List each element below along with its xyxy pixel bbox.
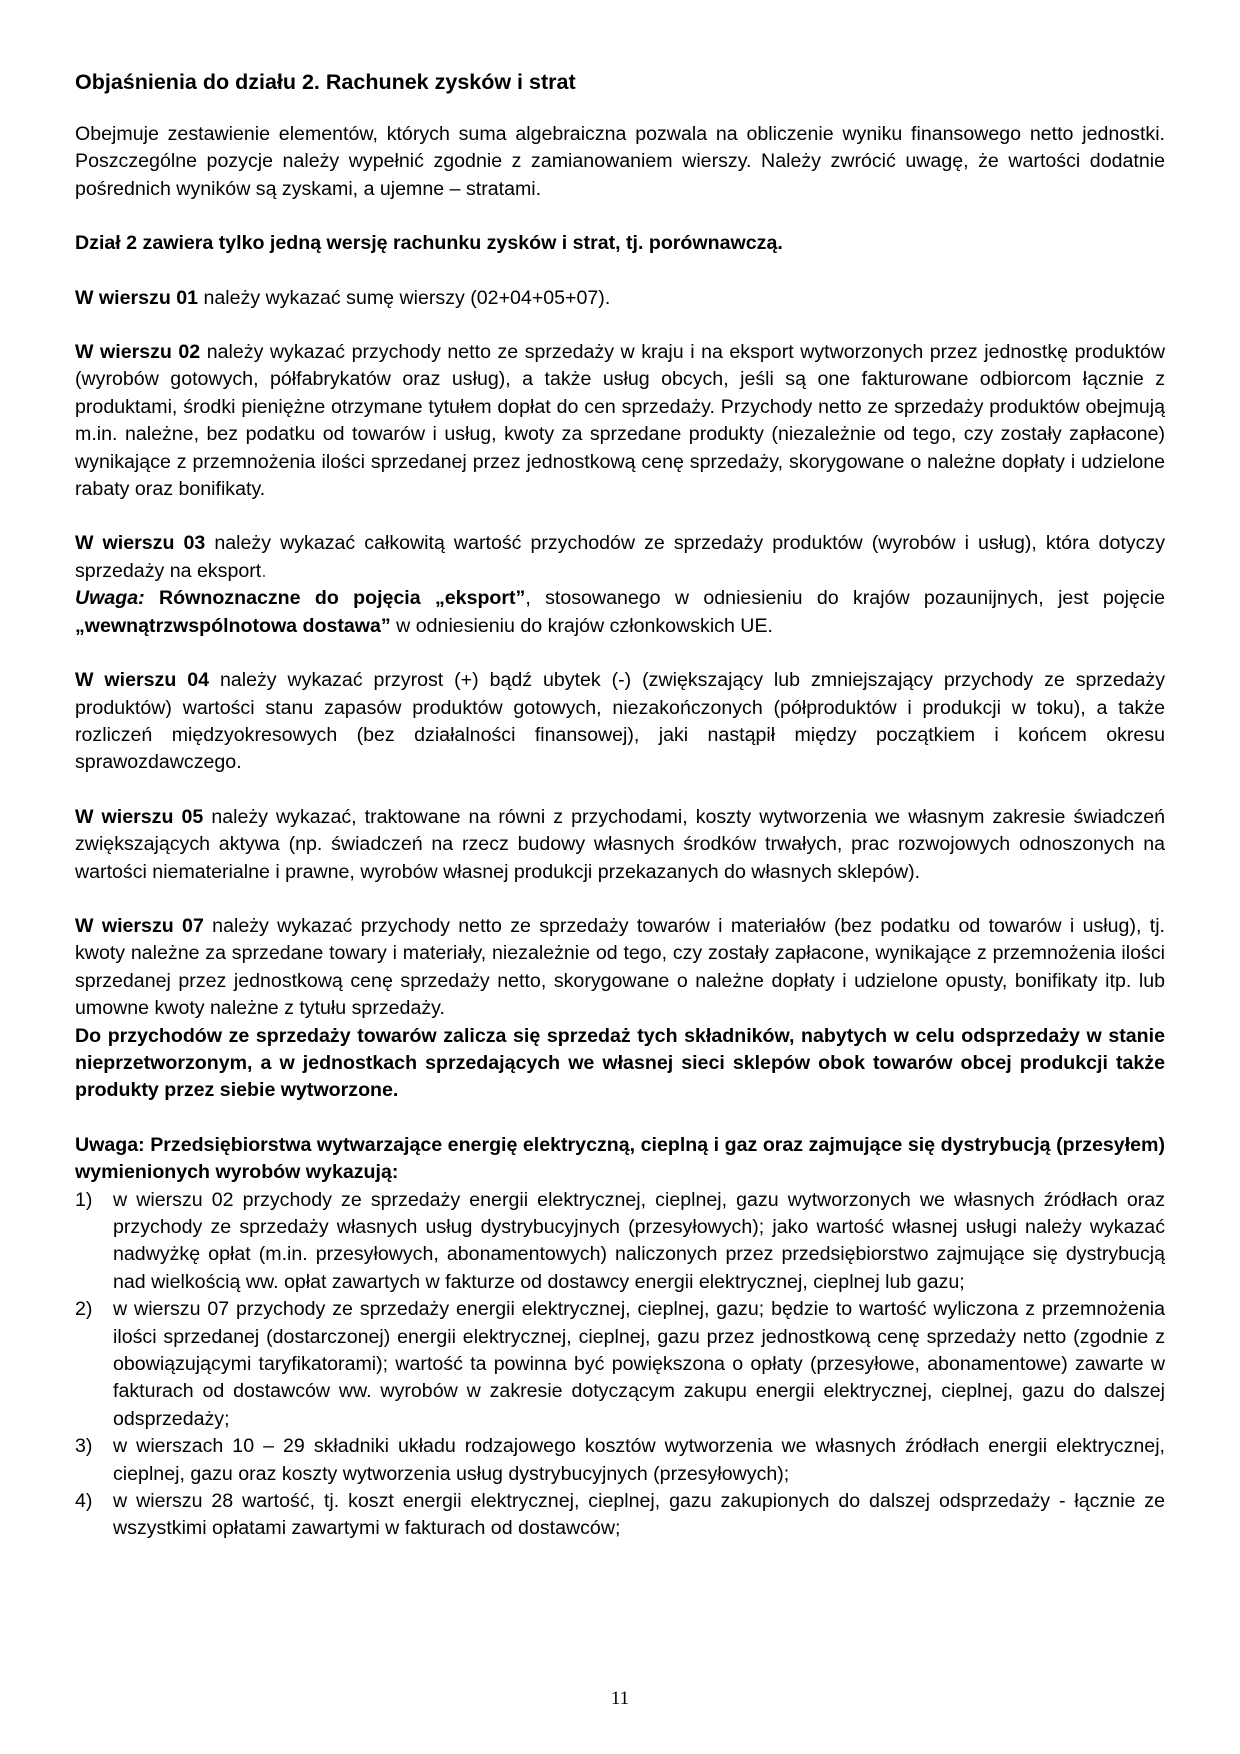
row-03-dot: . [261,559,267,582]
list-item-text: w wierszu 28 wartość, tj. koszt energii elektrycznej, cieplnej, gazu zakupionych do dalszej odsprzedaży - łącznie ze wszystkimi opłatami zawartymi w fakturach od dostawców; [113,1490,1165,1540]
row-07-bold-note: Do przychodów ze sprzedaży towarów zalicza się sprzedaż tych składników, nabytych w celu odsprzedaży w stanie nieprzetworzonym, a w jednostkach sprzedających we własnej sieci sklepów obok towarów obcej produkcji także produkty przez siebie wytworzone. [75,1024,1165,1102]
page-number: 11 [610,1688,630,1709]
list-item [75,1187,1165,1297]
row-05-label: W wierszu 05 [75,805,204,828]
row-03-label: W wierszu 03 [75,532,206,555]
row-01-label: W wierszu 01 [75,286,199,309]
list-item-number: 2) [75,1298,93,1321]
row-03-note-text-2: w odniesieniu do krajów członkowskich UE. [390,614,773,637]
row-02-text: należy wykazać przychody netto ze sprzedaży w kraju i na eksport wytworzonych przez jednostkę produktów (wyrobów gotowych, półfabrykatów oraz usług), a także usług obcych, jeśli są one fakturowane odbiorcom łącznie z produktami, środki pieniężne otrzymane tytułem dopłat do cen sprzedaży. Przychody netto ze sprzedaży produktów obejmują m.in. należne, bez podatku od towarów i usług, kwoty za sprzedane produkty (niezależnie od tego, czy zostały zapłacone) wynikające z przemnożenia ilości sprzedanej przez jednostkową cenę sprzedaży, skorygowane o należne dopłaty i udzielone rabaty oraz bonifikaty. [75,341,1166,501]
row-03-note [75,585,1165,640]
version-note: Dział 2 zawiera tylko jedną wersję rachunku zysków i strat, tj. porównawczą. [75,232,783,255]
list-item-text: w wierszach 10 – 29 składniki układu rodzajowego kosztów wytworzenia we własnych źródłach energii elektrycznej, cieplnej, gazu oraz koszty wytworzenia usług dystrybucyjnych (przesyłowych); [113,1435,1165,1485]
list-item-number: 4) [75,1490,93,1513]
row-07-paragraph [75,913,1165,1023]
row-04-label: W wierszu 04 [75,669,210,692]
row-03-note-text-1: , stosowanego w odniesieniu do krajów pozaunijnych, jest pojęcie [525,587,1165,610]
row-01-text: należy wykazać sumę wierszy (02+04+05+07). [198,286,611,309]
list-item-number: 3) [75,1435,93,1458]
document-page [75,68,1165,1543]
row-07-label: W wierszu 07 [75,914,204,937]
row-03-note-bold-2: „wewnątrzwspólnotowa dostawa” [75,614,391,637]
energy-note-list [75,1187,1165,1543]
list-item [75,1433,1165,1488]
row-02-label: W wierszu 02 [75,341,201,364]
row-03-note-label: Uwaga: [75,587,145,610]
row-01-paragraph [75,285,1165,312]
row-07-text: należy wykazać przychody netto ze sprzedaży towarów i materiałów (bez podatku od towarów i usług), tj. kwoty należne za sprzedane towary i materiały, niezależnie od tego, czy zostały zapłacone, wynikające z przemnożenia ilości sprzedanej przez jednostkową cenę sprzedaży netto, skorygowane o należne dopłaty i udzielone opusty, bonifikaty itp. lub umowne kwoty należne z tytułu sprzedaży. [75,914,1165,1020]
row-03-note-bold-1: Równoznaczne do pojęcia „eksport” [144,587,526,610]
row-02-paragraph [75,339,1165,503]
row-05-paragraph [75,804,1165,886]
row-05-text: należy wykazać, traktowane na równi z przychodami, koszty wytworzenia we własnym zakresie świadczeń zwiększających aktywa (np. świadczeń na rzecz budowy własnych środków trwałych, prac rozwojowych odnoszonych na wartości niematerialne i prawne, wyrobów własnej produkcji przekazanych do własnych sklepów). [75,805,1165,883]
list-item [75,1488,1165,1543]
list-item-text: w wierszu 07 przychody ze sprzedaży energii elektrycznej, cieplnej, gazu; będzie to wartość wyliczona z przemnożenia ilości sprzedanej (dostarczonej) energii elektrycznej, cieplnej, gazu przez jednostkową cenę sprzedaży netto (zgodnie z obowiązującymi taryfikatorami); wartość ta powinna być powiększona o opłaty (przesyłowe, abonamentowe) zawarte w fakturach od dostawców ww. wyrobów w zakresie dotyczącym zakupu energii elektrycznej, cieplnej, gazu do dalszej odsprzedaży; [113,1298,1165,1430]
list-item [75,1296,1165,1433]
list-item-number: 1) [75,1188,93,1211]
row-03-text: należy wykazać całkowitą wartość przychodów ze sprzedaży produktów (wyrobów i usług), która dotyczy sprzedaży na eksport [75,532,1165,582]
list-item-text: w wierszu 02 przychody ze sprzedaży energii elektrycznej, cieplnej, gazu wytworzonych we własnych źródłach oraz przychody ze sprzedaży własnych usług dystrybucyjnych (przesyłowych); jako wartość własnej usługi należy wykazać nadwyżkę opłat (m.in. przesyłowych, abonamentowych) naliczonych przez przedsiębiorstwo zajmujące się dystrybucją nad wielkością ww. opłat zawartych w fakturze od dostawcy energii elektrycznej, cieplnej lub gazu; [113,1188,1165,1293]
row-04-text: należy wykazać przyrost (+) bądź ubytek (-) (zwiększający lub zmniejszający przychody ze sprzedaży produktów) wartości stanu zapasów produktów gotowych, niezakończonych (półproduktów i produkcji w toku), a także rozliczeń międzyokresowych (bez działalności finansowej), jaki nastąpił między początkiem i końcem okresu sprawozdawczego. [75,669,1165,774]
intro-paragraph: Obejmuje zestawienie elementów, których suma algebraiczna pozwala na obliczenie wyniku finansowego netto jednostki. Poszczególne pozycje należy wypełnić zgodnie z zamianowaniem wierszy. Należy zwrócić uwagę, że wartości dodatnie pośrednich wyników są zyskami, a ujemne – stratami. [75,123,1165,200]
row-03-paragraph [75,530,1165,585]
section-title: Objaśnienia do działu 2. Rachunek zysków i strat [75,70,576,94]
row-04-paragraph [75,667,1165,777]
energy-note-heading: Uwaga: Przedsiębiorstwa wytwarzające energię elektryczną, cieplną i gaz oraz zajmujące się dystrybucją (przesyłem) wymienionych wyrobów wykazują: [75,1133,1165,1184]
